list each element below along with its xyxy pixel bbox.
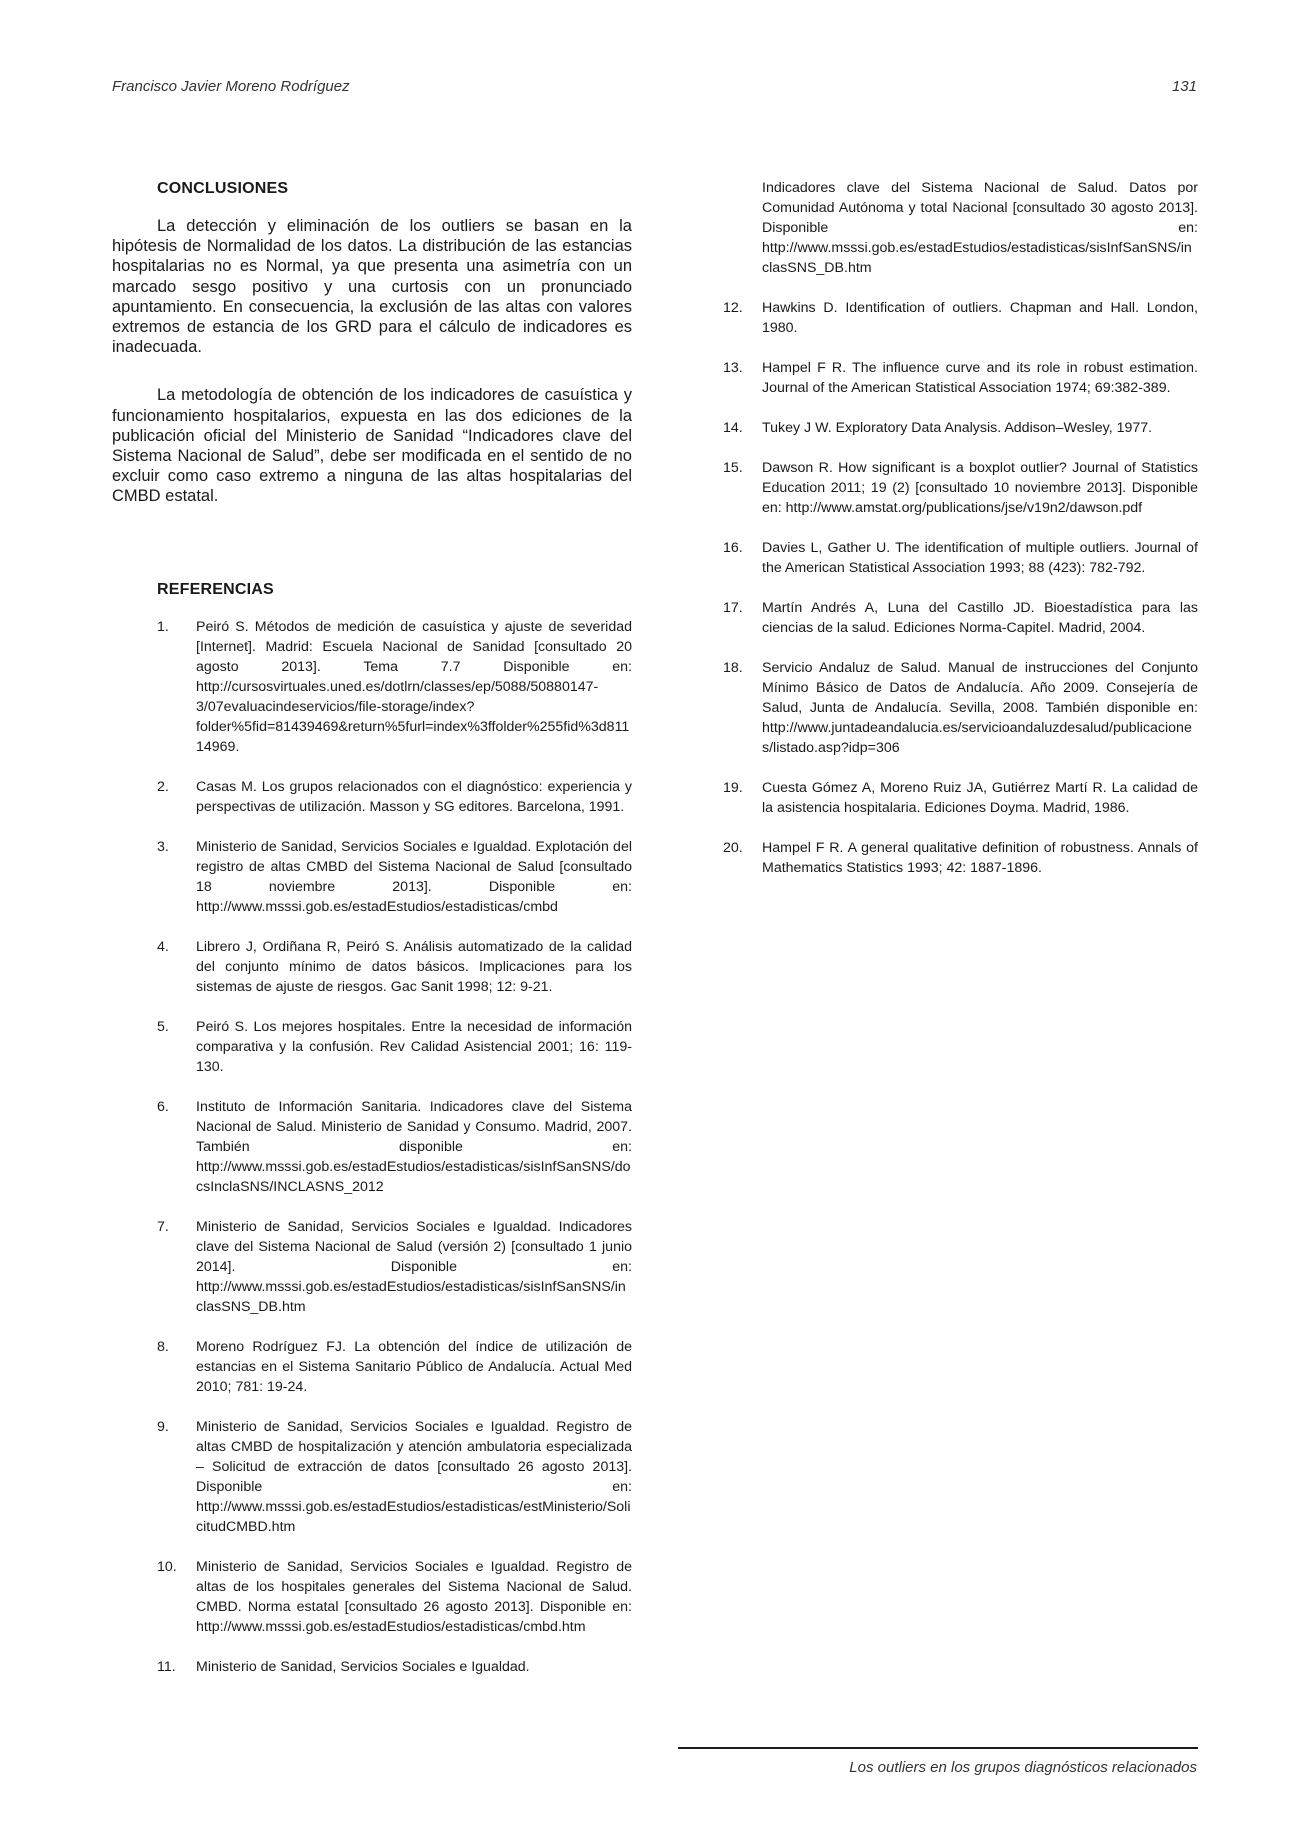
reference-item <box>112 1657 632 1677</box>
reference-number: 6. <box>157 1098 169 1115</box>
reference-item <box>723 458 1198 518</box>
reference-number: 9. <box>157 1418 169 1435</box>
reference-text: Peiró S. Los mejores hospitales. Entre la necesidad de información comparativa y la confusión. Rev Calidad Asistencial 2001; 16: 119-130. <box>196 1018 632 1075</box>
reference-item <box>112 1017 632 1077</box>
reference-number: 3. <box>157 838 169 855</box>
reference-number: 13. <box>723 360 743 376</box>
reference-item <box>112 937 632 997</box>
reference-text: Dawson R. How significant is a boxplot outlier? Journal of Statistics Education 2011; 19 (2) [consultado 10 noviembre 2013]. Disponible en: http://www.amstat.org/publications/jse/v19n2/dawson.pdf <box>762 460 1198 516</box>
reference-item <box>723 298 1198 338</box>
reference-item <box>723 418 1198 438</box>
reference-text: Indicadores clave del Sistema Nacional de Salud. Datos por Comunidad Autónoma y total Nacional [consultado 30 agosto 2013]. Disponible en: http://www.msssi.gob.es/estadEstudios/estadisticas/sisInfSanSNS/inclasSNS_DB.htm <box>762 180 1198 276</box>
page-number: 131 <box>1171 78 1197 95</box>
reference-item <box>112 1217 632 1317</box>
reference-item <box>723 838 1198 878</box>
reference-list-right <box>723 178 1198 878</box>
conclusions-paragraph: La metodología de obtención de los indicadores de casuística y funcionamiento hospitalarios, expuesta en las dos ediciones de la publicación oficial del Ministerio de Sanidad “Indicadores clave del Sistema Nacional de Salud”, debe ser modificada en el sentido de no excluir como caso extremo a ninguna de las altas hospitalarias del CMBD estatal. <box>112 386 632 506</box>
reference-text: Davies L, Gather U. The identification of multiple outliers. Journal of the American Statistical Association 1993; 88 (423): 782-792. <box>762 540 1198 576</box>
conclusions-heading: CONCLUSIONES <box>157 180 289 197</box>
reference-text: Ministerio de Sanidad, Servicios Sociales e Igualdad. Registro de altas de los hospitales generales del Sistema Nacional de Salud. CMBD. Norma estatal [consultado 26 agosto 2013]. Disponible en: http://www.msssi.gob.es/estadEstudios/estadisticas/cmbd.htm <box>196 1558 632 1635</box>
reference-text: Peiró S. Métodos de medición de casuística y ajuste de severidad [Internet]. Madrid: Escuela Nacional de Sanidad [consultado 20 agosto 2013]. Tema 7.7 Disponible en: http://cursosvirtuales.uned.es/dotlrn/classes/ep/5088/50880147-3/07evaluacindeservicios/file-storage/index?folder%5fid=81439469&return%5furl=index%3ffolder%255fid%3d81114969. <box>196 618 632 755</box>
reference-item <box>112 777 632 817</box>
left-column <box>112 178 632 1697</box>
conclusions-paragraph: La detección y eliminación de los outliers se basan en la hipótesis de Normalidad de los datos. La distribución de las estancias hospitalarias no es Normal, ya que presenta una asimetría con un marcado sesgo positivo y una curtosis con un pronunciado apuntamiento. En consecuencia, la exclusión de las altas con valores extremos de estancia de los GRD para el cálculo de indicadores es inadecuada. <box>112 217 632 357</box>
reference-text: Martín Andrés A, Luna del Castillo JD. Bioestadística para las ciencias de la salud. Ediciones Norma-Capitel. Madrid, 2004. <box>762 600 1198 636</box>
reference-text: Moreno Rodríguez FJ. La obtención del índice de utilización de estancias en el Sistema Sanitario Público de Andalucía. Actual Med 2010; 781: 19-24. <box>196 1338 632 1395</box>
reference-number: 15. <box>723 460 743 476</box>
reference-item <box>723 598 1198 638</box>
reference-number: 14. <box>723 420 743 436</box>
reference-text: Ministerio de Sanidad, Servicios Sociales e Igualdad. <box>196 1658 530 1675</box>
footer-rule <box>678 1747 1198 1749</box>
reference-number: 19. <box>723 780 743 796</box>
reference-number: 5. <box>157 1018 169 1035</box>
reference-number: 16. <box>723 540 743 556</box>
running-head-author: Francisco Javier Moreno Rodríguez <box>112 78 350 95</box>
reference-number: 18. <box>723 660 743 676</box>
reference-number: 12. <box>723 300 743 316</box>
reference-item <box>723 778 1198 818</box>
reference-item <box>723 538 1198 578</box>
reference-number: 17. <box>723 600 743 616</box>
reference-number: 2. <box>157 778 169 795</box>
reference-list-left <box>112 617 632 1677</box>
reference-number: 4. <box>157 938 169 955</box>
reference-text: Casas M. Los grupos relacionados con el diagnóstico: experiencia y perspectivas de utilización. Masson y SG editores. Barcelona, 1991. <box>196 778 632 815</box>
reference-item <box>112 837 632 917</box>
reference-text: Hawkins D. Identification of outliers. Chapman and Hall. London, 1980. <box>762 300 1198 336</box>
right-column <box>723 178 1198 898</box>
footer-title: Los outliers en los grupos diagnósticos relacionados <box>849 1759 1197 1776</box>
reference-text: Ministerio de Sanidad, Servicios Sociales e Igualdad. Explotación del registro de altas CMBD del Sistema Nacional de Salud [consultado 18 noviembre 2013]. Disponible en: http://www.msssi.gob.es/estadEstudios/estadisticas/cmbd <box>196 838 632 915</box>
reference-item <box>112 1417 632 1537</box>
reference-item <box>112 617 632 757</box>
reference-number: 10. <box>157 1558 177 1575</box>
reference-item <box>723 358 1198 398</box>
reference-text: Hampel F R. A general qualitative definition of robustness. Annals of Mathematics Statistics 1993; 42: 1887-1896. <box>762 840 1198 876</box>
reference-text: Ministerio de Sanidad, Servicios Sociales e Igualdad. Indicadores clave del Sistema Nacional de Salud (versión 2) [consultado 1 junio 2014]. Disponible en: http://www.msssi.gob.es/estadEstudios/estadisticas/sisInfSanSNS/inclasSNS_DB.htm <box>196 1218 632 1315</box>
reference-item <box>723 178 1198 278</box>
reference-text: Instituto de Información Sanitaria. Indicadores clave del Sistema Nacional de Salud. Ministerio de Sanidad y Consumo. Madrid, 2007. También disponible en: http://www.msssi.gob.es/estadEstudios/estadisticas/sisInfSanSNS/docsInclaSNS/INCLASNS_2012 <box>196 1098 632 1195</box>
reference-number: 7. <box>157 1218 169 1235</box>
reference-number: 8. <box>157 1338 169 1355</box>
reference-item <box>112 1337 632 1397</box>
references-heading: REFERENCIAS <box>157 580 274 598</box>
reference-text: Tukey J W. Exploratory Data Analysis. Addison–Wesley, 1977. <box>762 420 1153 436</box>
reference-number: 20. <box>723 840 743 856</box>
running-head <box>112 78 1197 100</box>
reference-number: 11. <box>157 1658 176 1675</box>
reference-text: Ministerio de Sanidad, Servicios Sociales e Igualdad. Registro de altas CMBD de hospitalización y atención ambulatoria especializada – Solicitud de extracción de datos [consultado 26 agosto 2013]. Disponible en: http://www.msssi.gob.es/estadEstudios/estadisticas/estMinisterio/SolicitudCMBD.htm <box>196 1418 632 1535</box>
reference-item <box>112 1097 632 1197</box>
reference-item <box>723 658 1198 758</box>
reference-item <box>112 1557 632 1637</box>
reference-text: Servicio Andaluz de Salud. Manual de instrucciones del Conjunto Mínimo Básico de Datos de Andalucía. Año 2009. Consejería de Salud, Junta de Andalucía. Sevilla, 2008. También disponible en: http://www.juntadeandalucia.es/servicioandaluzdesalud/publicaciones/listado.asp?idp=306 <box>762 660 1198 756</box>
reference-number: 1. <box>157 618 169 635</box>
reference-text: Librero J, Ordiñana R, Peiró S. Análisis automatizado de la calidad del conjunto mínimo de datos básicos. Implicaciones para los sistemas de ajuste de riesgos. Gac Sanit 1998; 12: 9-21. <box>196 938 632 995</box>
reference-text: Hampel F R. The influence curve and its role in robust estimation. Journal of the American Statistical Association 1974; 69:382-389. <box>762 360 1198 396</box>
reference-text: Cuesta Gómez A, Moreno Ruiz JA, Gutiérrez Martí R. La calidad de la asistencia hospitalaria. Ediciones Doyma. Madrid, 1986. <box>762 780 1198 816</box>
